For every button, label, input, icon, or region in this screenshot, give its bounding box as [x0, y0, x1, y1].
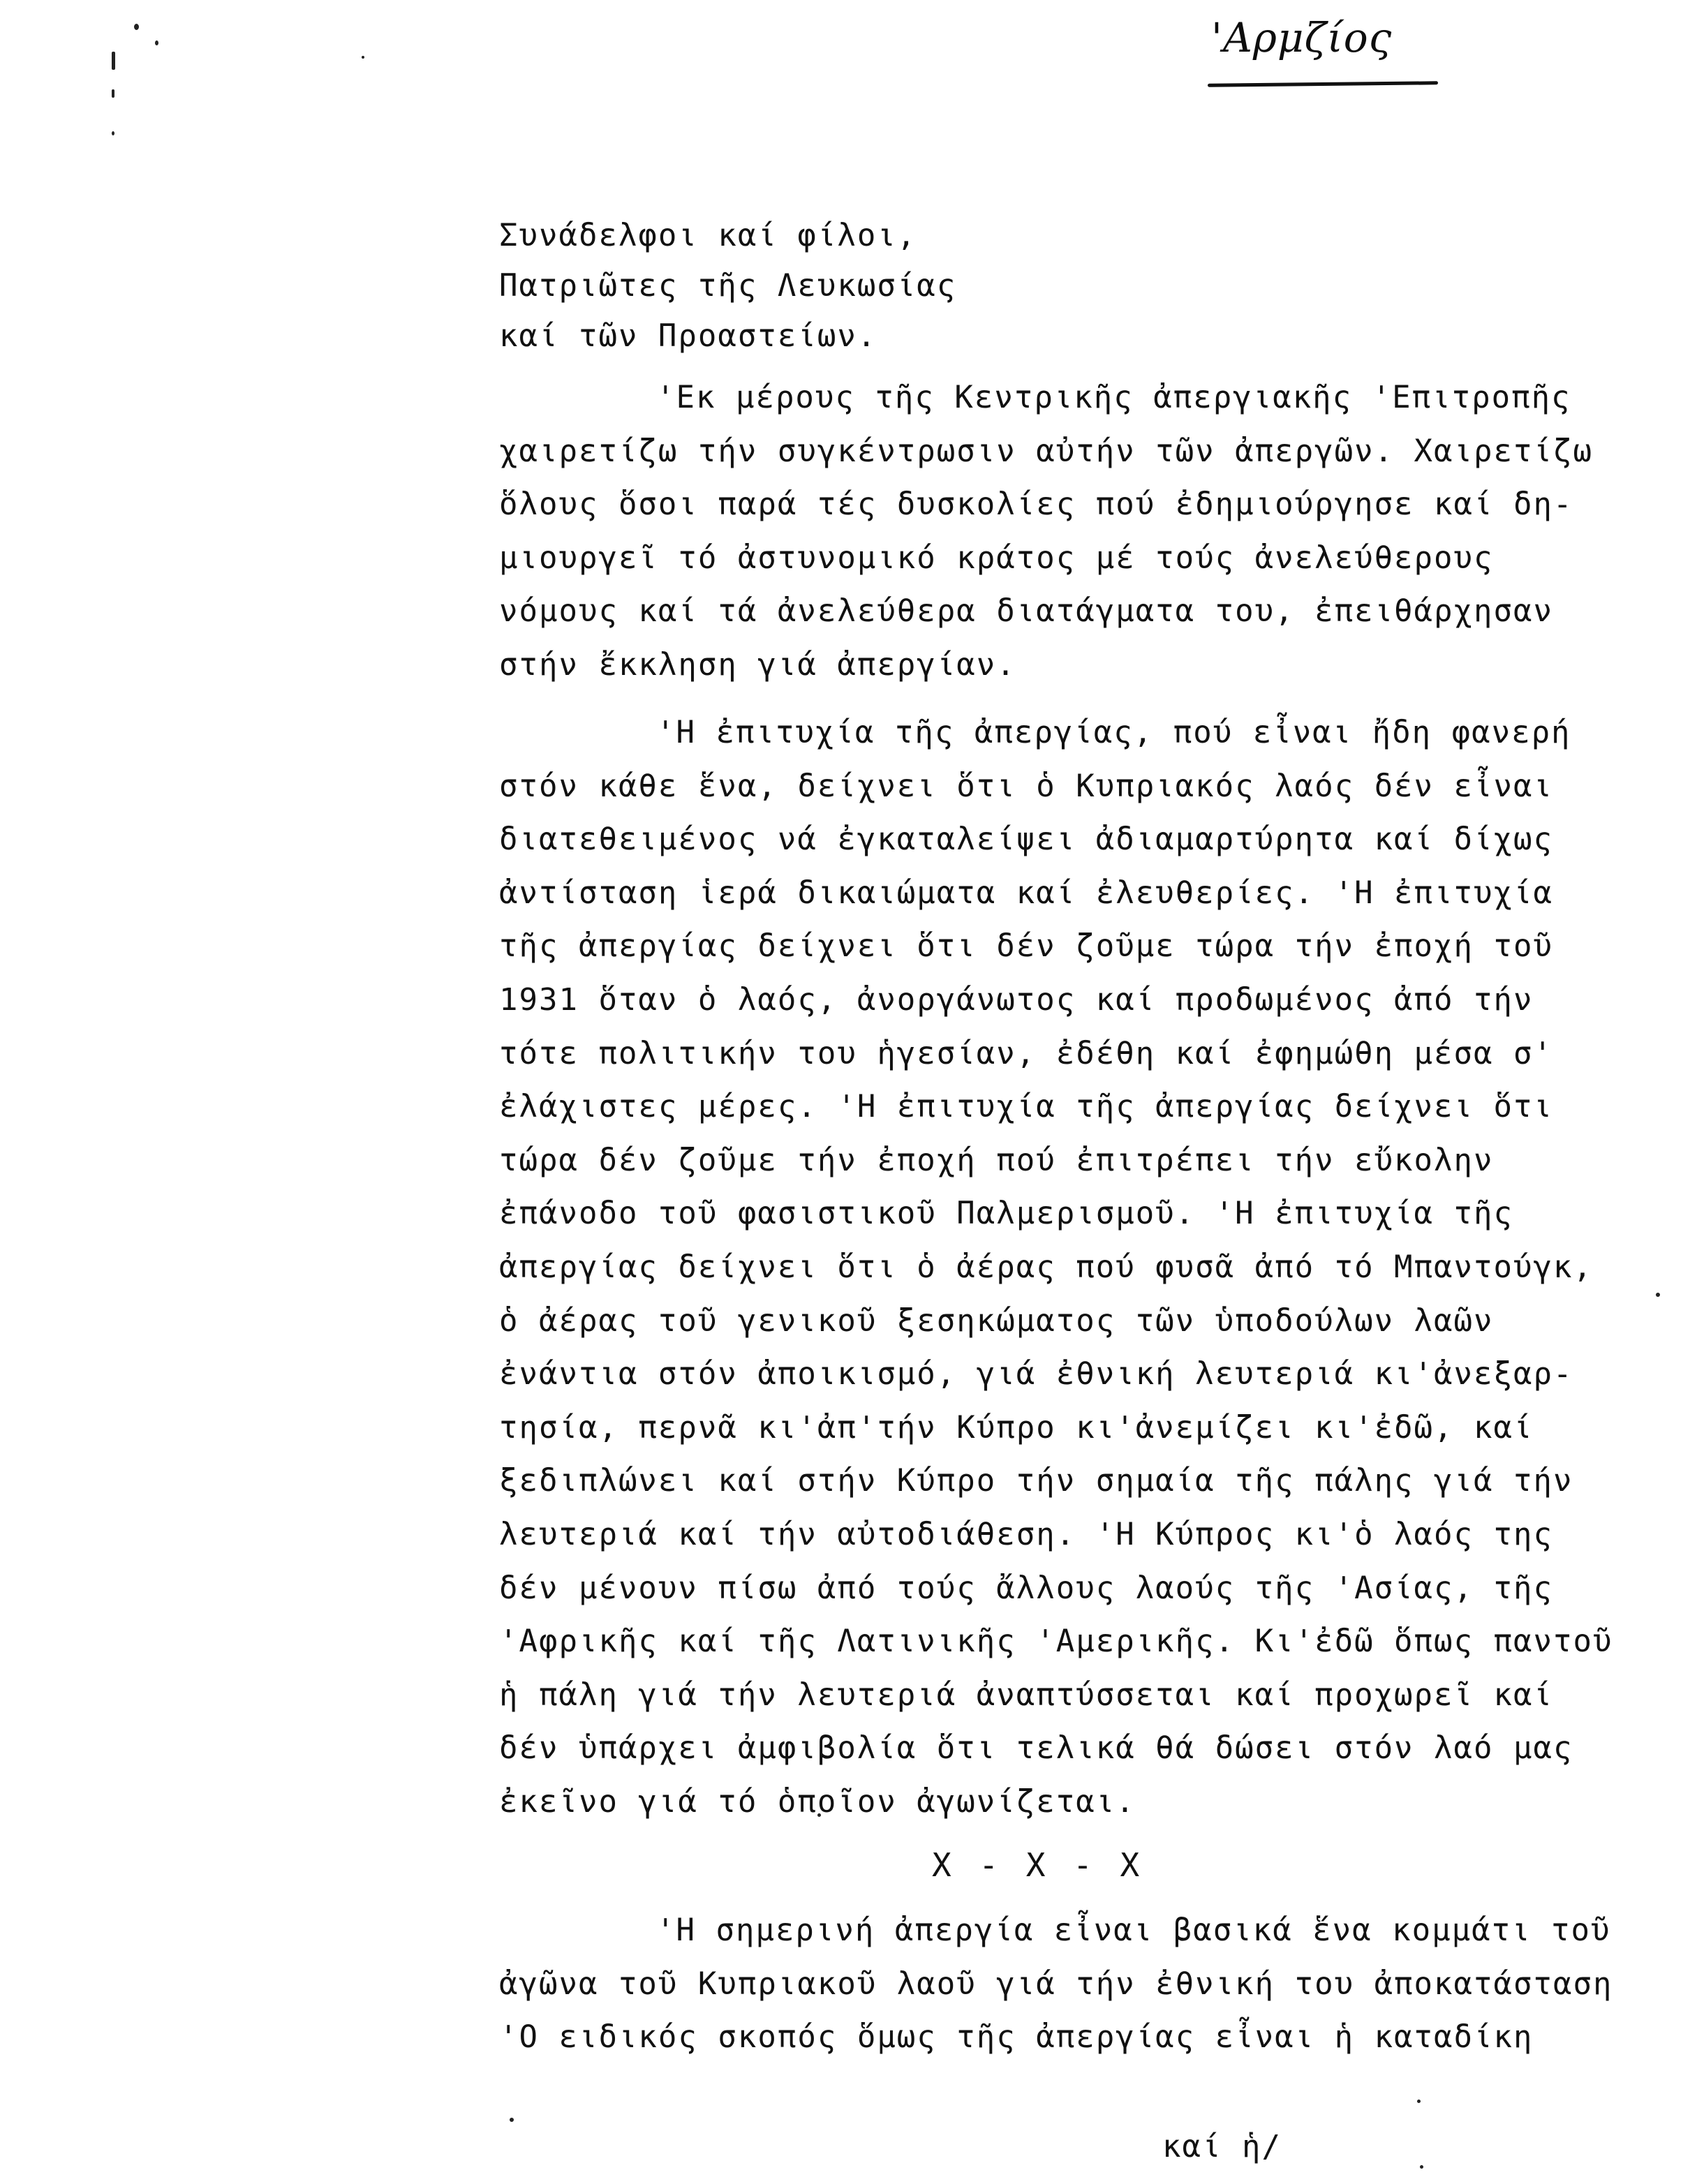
paragraph-1-line: 'Εκ μέρους τῆς Κεντρικῆς ἀπεργιακῆς 'Επιτροπῆς	[656, 380, 1571, 415]
paragraph-2-line: 1931 ὅταν ὁ λαός, ἀνοργάνωτος καί προδωμένος ἀπό τήν	[499, 982, 1534, 1018]
paragraph-2-line: δέν μένουν πίσω ἀπό τούς ἄλλους λαούς τῆς 'Ασίας, τῆς	[499, 1570, 1553, 1606]
paragraph-2-line: ἐνάντια στόν ἀποικισμό, γιά ἐθνική λευτεριά κι'ἀνεξαρ-	[499, 1356, 1573, 1392]
scan-speck	[112, 89, 114, 98]
paragraph-2-line: λευτεριά καί τήν αὐτοδιάθεση. 'Η Κύπρος κι'ὁ λαός της	[499, 1517, 1553, 1552]
handwritten-margin-note: 'Αρμζίος	[1211, 14, 1393, 61]
paragraph-2-line: ὁ ἀέρας τοῦ γενικοῦ ξεσηκώματος τῶν ὑποδούλων λαῶν	[499, 1303, 1494, 1339]
paragraph-2-line: ἀπεργίας δείχνει ὅτι ὁ ἀέρας πού φυσᾶ ἀπό τό Μπαντούγκ,	[499, 1249, 1593, 1285]
scan-speck	[112, 52, 115, 70]
salutation-line: Πατριῶτες τῆς Λευκωσίας	[499, 268, 957, 304]
scan-speck	[362, 56, 364, 59]
paragraph-2-line: ἀντίσταση ἱερά δικαιώματα καί ἐλευθερίες. 'Η ἐπιτυχία	[499, 875, 1553, 911]
paragraph-1-line: στήν ἔκκληση γιά ἀπεργίαν.	[499, 647, 1016, 683]
scan-speck	[155, 40, 158, 45]
paragraph-2-line: διατεθειμένος νά ἐγκαταλείψει ἀδιαμαρτύρητα καί δίχως	[499, 822, 1553, 857]
salutation-line: καί τῶν Προαστείων.	[499, 318, 877, 354]
paragraph-1-line: μιουργεῖ τό ἀστυνομικό κράτος μέ τούς ἀνελεύθερους	[499, 540, 1494, 576]
paragraph-2-line: ἐλάχιστες μέρες. 'Η ἐπιτυχία τῆς ἀπεργίας δείχνει ὅτι	[499, 1089, 1553, 1124]
continuation-mark: καί ἡ/	[1162, 2129, 1282, 2164]
salutation-line: Συνάδελφοι καί φίλοι,	[499, 218, 917, 253]
paragraph-2-line: ἐπάνοδο τοῦ φασιστικοῦ Παλμερισμοῦ. 'Η ἐπιτυχία τῆς	[499, 1196, 1514, 1231]
paragraph-2-line: τώρα δέν ζοῦμε τήν ἐποχή πού ἐπιτρέπει τήν εὔκολην	[499, 1143, 1494, 1178]
paragraph-2-line: 'Αφρικῆς καί τῆς Λατινικῆς 'Αμερικῆς. Κι'ἐδῶ ὅπως παντοῦ	[499, 1624, 1613, 1659]
paragraph-2-line: τησία, περνᾶ κι'ἀπ'τήν Κύπρο κι'ἀνεμίζει κι'ἐδῶ, καί	[499, 1410, 1534, 1446]
paragraph-2-line: ἡ πάλη γιά τήν λευτεριά ἀναπτύσσεται καί προχωρεῖ καί	[499, 1677, 1553, 1713]
paragraph-2-line: 'Η ἐπιτυχία τῆς ἀπεργίας, πού εἶναι ἤδη φανερή	[656, 715, 1571, 750]
scan-speck	[1417, 2100, 1421, 2103]
paragraph-3-line: ἀγῶνα τοῦ Κυπριακοῦ λαοῦ γιά τήν ἐθνική του ἀποκατάσταση	[499, 1966, 1613, 2002]
paragraph-1-line: ὅλους ὅσοι παρά τές δυσκολίες πού ἐδημιούργησε καί δη-	[499, 486, 1573, 522]
handwritten-underline	[1208, 81, 1438, 87]
scan-speck	[112, 131, 114, 135]
scan-speck	[1420, 2165, 1423, 2169]
paragraph-2-line: τῆς ἀπεργίας δείχνει ὅτι δέν ζοῦμε τώρα τήν ἐποχή τοῦ	[499, 928, 1553, 964]
paragraph-2-line: στόν κάθε ἕνα, δείχνει ὅτι ὁ Κυπριακός λαός δέν εἶναι	[499, 768, 1553, 804]
section-separator: X - X - X	[932, 1846, 1144, 1884]
scan-speck	[134, 24, 139, 30]
paragraph-1-line: χαιρετίζω τήν συγκέντρωσιν αὐτήν τῶν ἀπεργῶν. Χαιρετίζω	[499, 433, 1593, 469]
paragraph-2-line: τότε πολιτικήν του ἡγεσίαν, ἐδέθη καί ἐφημώθη μέσα σ'	[499, 1036, 1553, 1071]
scan-speck	[1656, 1293, 1660, 1297]
paragraph-2-line: ἐκεῖνο γιά τό ὁποῖον ἀγωνίζεται.	[499, 1784, 1136, 1820]
paragraph-2-line: δέν ὑπάρχει ἀμφιβολία ὅτι τελικά θά δώσει στόν λαό μας	[499, 1730, 1573, 1766]
scan-speck	[510, 2118, 514, 2122]
paragraph-2-line: ξεδιπλώνει καί στήν Κύπρο τήν σημαία τῆς πάλης γιά τήν	[499, 1463, 1573, 1499]
paragraph-3-line: 'Η σημερινή ἀπεργία εἶναι βασικά ἕνα κομμάτι τοῦ	[656, 1912, 1611, 1948]
paragraph-3-line: 'Ο ειδικός σκοπός ὅμως τῆς ἀπεργίας εἶναι ἡ καταδίκη	[499, 2019, 1534, 2055]
paragraph-1-line: νόμους καί τά ἀνελεύθερα διατάγματα του, ἐπειθάρχησαν	[499, 593, 1553, 629]
